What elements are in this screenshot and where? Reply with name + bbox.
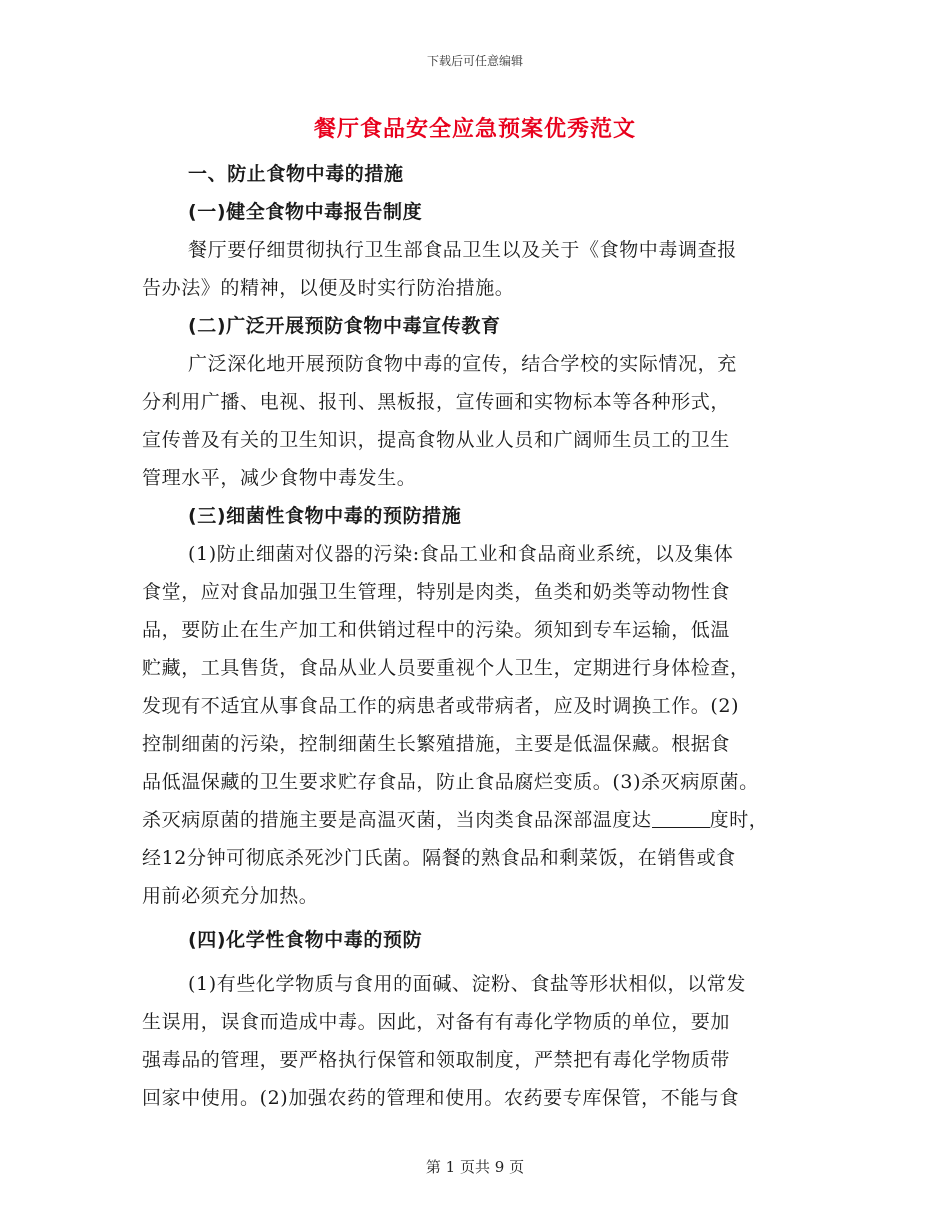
subsection-heading: (一)健全食物中毒报告制度 [188, 201, 423, 223]
paragraph-line: 回家中使用。(2)加强农药的管理和使用。农药要专库保管，不能与食 [142, 1087, 740, 1109]
fill-in-blank [652, 807, 710, 828]
paragraph-line: 管理水平，减少食物中毒发生。 [142, 467, 417, 489]
subsection-heading: (三)细菌性食物中毒的预防措施 [188, 505, 462, 527]
paragraph-line: 控制细菌的污染，控制细菌生长繁殖措施，主要是低温保藏。根据食 [142, 733, 731, 755]
paragraph-line: 经12分钟可彻底杀死沙门氏菌。隔餐的熟食品和剩菜饭，在销售或食 [142, 847, 736, 869]
paragraph-line-with-blank [142, 801, 808, 839]
paragraph-line: 用前必须充分加热。 [142, 885, 319, 907]
paragraph-line: 告办法》的精神，以便及时实行防治措施。 [142, 277, 515, 299]
section-heading: 一、防止食物中毒的措施 [188, 163, 404, 185]
subsection-heading: (二)广泛开展预防食物中毒宣传教育 [188, 315, 501, 337]
paragraph-line: (1)有些化学物质与食用的面碱、淀粉、食盐等形状相似，以常发 [188, 973, 746, 995]
paragraph-line: 广泛深化地开展预防食物中毒的宣传，结合学校的实际情况，充 [188, 353, 737, 375]
paragraph-line: 宣传普及有关的卫生知识，提高食物从业人员和广阔师生员工的卫生 [142, 429, 731, 451]
page-header-note: 下载后可任意编辑 [426, 54, 523, 68]
paragraph-line: (1)防止细菌对仪器的污染:食品工业和食品商业系统，以及集体 [188, 543, 734, 565]
subsection-heading: (四)化学性食物中毒的预防 [188, 929, 423, 951]
paragraph-line: 品低温保藏的卫生要求贮存食品，防止食品腐烂变质。(3)杀灭病原菌。 [142, 771, 759, 793]
text-before-blank: 杀灭病原菌的措施主要是高温灭菌，当肉类食品深部温度达 [142, 809, 652, 831]
paragraph-line: 强毒品的管理，要严格执行保管和领取制度，严禁把有毒化学物质带 [142, 1049, 731, 1071]
paragraph-line: 发现有不适宜从事食品工作的病患者或带病者，应及时调换工作。(2) [142, 695, 740, 717]
document-title: 餐厅食品安全应急预案优秀范文 [313, 116, 636, 142]
paragraph-line: 餐厅要仔细贯彻执行卫生部食品卫生以及关于《食物中毒调查报 [188, 239, 737, 261]
paragraph-line: 品，要防止在生产加工和供销过程中的污染。须知到专车运输，低温 [142, 619, 731, 641]
document-body [142, 155, 808, 1117]
paragraph-line: 食堂，应对食品加强卫生管理，特别是肉类，鱼类和奶类等动物性食 [142, 581, 731, 603]
paragraph-line: 贮藏，工具售货，食品从业人员要重视个人卫生，定期进行身体检查， [142, 657, 750, 679]
paragraph-line: 生误用，误食而造成中毒。因此，对备有有毒化学物质的单位，要加 [142, 1011, 731, 1033]
text-after-blank: 度时， [709, 809, 769, 831]
page-number-footer: 第 1 页共 9 页 [425, 1158, 525, 1176]
paragraph-line: 分利用广播、电视、报刊、黑板报，宣传画和实物标本等各种形式， [142, 391, 731, 413]
